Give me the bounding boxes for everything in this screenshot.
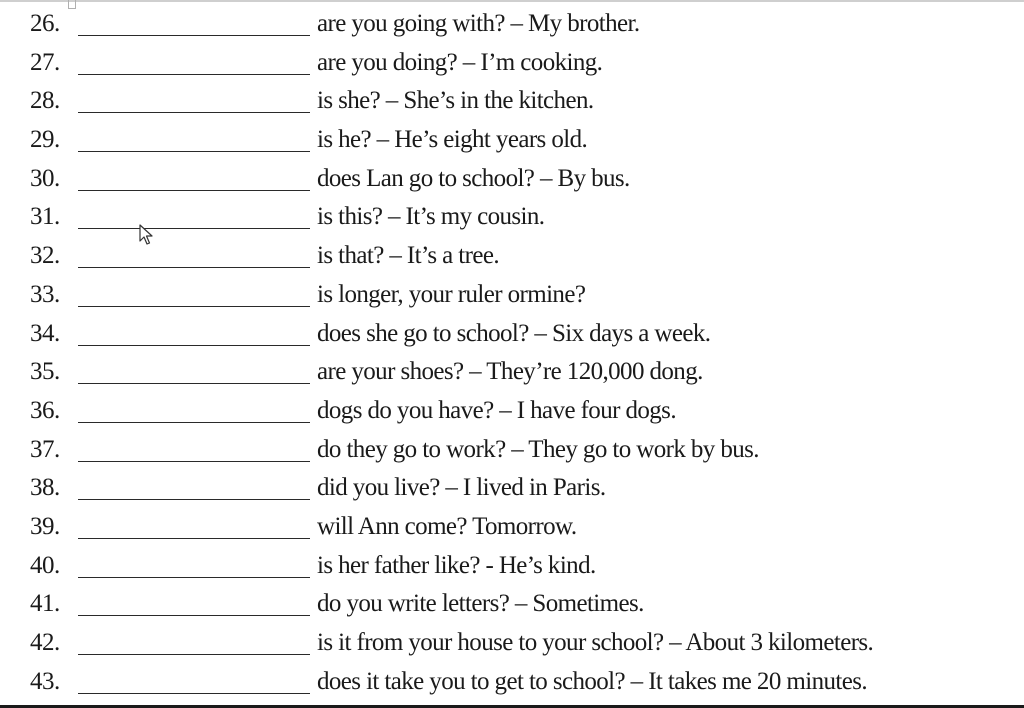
- page-top-border: [0, 0, 1024, 2]
- question-row: [0, 160, 1024, 199]
- answer-blank[interactable]: [78, 538, 310, 539]
- question-row: [0, 44, 1024, 83]
- answer-blank[interactable]: [78, 306, 310, 307]
- question-number: 34.: [30, 319, 60, 347]
- question-row: [0, 353, 1024, 392]
- answer-blank[interactable]: [78, 654, 310, 655]
- answer-blank[interactable]: [78, 151, 310, 152]
- question-text: is this? – It’s my cousin.: [317, 203, 545, 231]
- question-text: are you going with? – My brother.: [317, 10, 640, 37]
- question-number: 30.: [30, 164, 60, 192]
- question-row: [0, 663, 1024, 702]
- question-number: 27.: [30, 48, 60, 76]
- answer-blank[interactable]: [78, 112, 310, 113]
- question-text: is that? – It’s a tree.: [317, 242, 499, 270]
- question-number: 40.: [30, 551, 60, 579]
- question-text: are you doing? – I’m cooking.: [317, 48, 603, 76]
- question-text: do you write letters? – Sometimes.: [317, 590, 644, 618]
- question-row: [0, 585, 1024, 624]
- answer-blank[interactable]: [78, 461, 310, 462]
- question-row: [0, 431, 1024, 470]
- question-number: 35.: [30, 358, 60, 386]
- question-row: [0, 82, 1024, 121]
- question-text: does she go to school? – Six days a week.: [317, 319, 711, 347]
- question-row: [0, 315, 1024, 354]
- answer-blank[interactable]: [78, 383, 310, 384]
- question-text: are your shoes? – They’re 120,000 dong.: [317, 358, 703, 386]
- mouse-pointer-icon: [139, 224, 155, 246]
- question-row: [0, 121, 1024, 160]
- question-number: 31.: [30, 203, 60, 231]
- question-text: does Lan go to school? – By bus.: [317, 164, 630, 192]
- answer-blank[interactable]: [78, 190, 310, 191]
- question-worksheet: [0, 5, 1024, 701]
- question-text: will Ann come? Tomorrow.: [317, 512, 577, 540]
- question-row: [0, 508, 1024, 547]
- question-number: 42.: [30, 629, 60, 656]
- question-number: 43.: [30, 667, 60, 695]
- question-row: [0, 469, 1024, 508]
- question-text: does it take you to get to school? – It takes me 20 minutes.: [317, 667, 867, 695]
- question-number: 41.: [30, 590, 60, 618]
- question-row: [0, 5, 1024, 44]
- answer-blank[interactable]: [78, 74, 310, 75]
- question-number: 37.: [30, 435, 60, 463]
- question-text: do they go to work? – They go to work by bus.: [317, 435, 759, 463]
- question-row: [0, 547, 1024, 586]
- question-row: [0, 392, 1024, 431]
- question-row: [0, 624, 1024, 663]
- answer-blank[interactable]: [78, 615, 310, 616]
- question-text: is her father like? - He’s kind.: [317, 551, 596, 579]
- question-text: is longer, your ruler ormine?: [317, 280, 586, 308]
- answer-blank[interactable]: [78, 267, 310, 268]
- question-text: dogs do you have? – I have four dogs.: [317, 396, 676, 424]
- question-text: is she? – She’s in the kitchen.: [317, 87, 594, 115]
- answer-blank[interactable]: [78, 577, 310, 578]
- question-number: 33.: [30, 280, 60, 308]
- question-text: did you live? – I lived in Paris.: [317, 474, 606, 502]
- answer-blank[interactable]: [78, 693, 310, 694]
- question-number: 26.: [30, 10, 60, 37]
- answer-blank[interactable]: [78, 35, 310, 36]
- question-row: [0, 276, 1024, 315]
- question-text: is he? – He’s eight years old.: [317, 126, 588, 154]
- question-number: 39.: [30, 512, 60, 540]
- question-number: 32.: [30, 242, 60, 270]
- question-number: 29.: [30, 126, 60, 154]
- answer-blank[interactable]: [78, 345, 310, 346]
- question-number: 28.: [30, 87, 60, 115]
- question-number: 38.: [30, 474, 60, 502]
- answer-blank[interactable]: [78, 499, 310, 500]
- question-text: is it from your house to your school? – About 3 kilometers.: [317, 629, 874, 656]
- question-number: 36.: [30, 396, 60, 424]
- answer-blank[interactable]: [78, 422, 310, 423]
- answer-blank[interactable]: [78, 228, 310, 229]
